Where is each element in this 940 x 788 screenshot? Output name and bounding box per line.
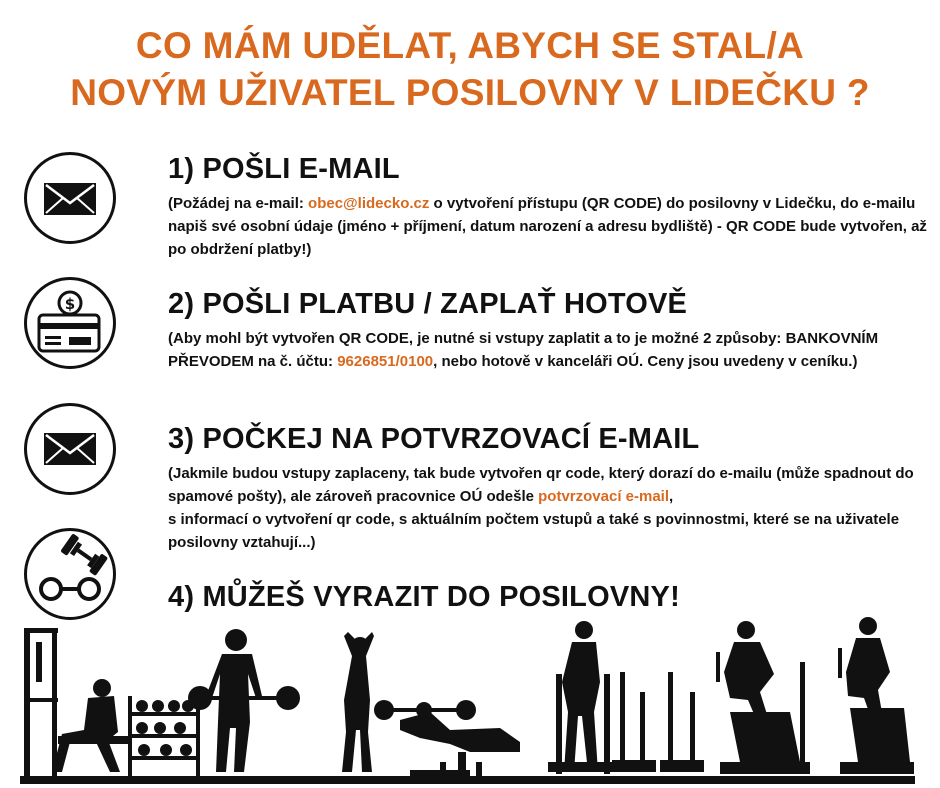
step-1-heading: 1) POŠLI E-MAIL xyxy=(168,153,400,185)
step-3-heading: 3) POČKEJ NA POTVRZOVACÍ E-MAIL xyxy=(168,423,700,455)
step-3-text: (Jakmile budou vstupy zaplaceny, tak bude vytvořen qr code, který dorazí do e-mailu (může spadnout do spamové pošty), ale zároveň pracovnice OÚ odešle potvrzovací e-mail, s informací o vytvoření qr code, s aktuálním počtem vstupů a také s povinnostmi, které se na uživatele posilovny vztahují...) xyxy=(168,465,914,551)
step-4-heading: 4) MŮŽEŠ VYRAZIT DO POSILOVNY! xyxy=(168,581,680,613)
page-title xyxy=(0,22,940,116)
step-1-text: (Požádej na e-mail: obec@lidecko.cz o vytvoření přístupu (QR CODE) do posilovny v Lidečku, do e-mailu napiš své osobní údaje (jméno + příjmení, datum narození a adresu bydliště) - QR CODE bude vytvořen, až po obdržení platby!) xyxy=(168,195,927,258)
email-link[interactable]: obec@lidecko.cz xyxy=(308,195,430,212)
step-2-text: (Aby mohl být vytvořen QR CODE, je nutné si vstupy zaplatit a to je možné 2 způsoby: BANKOVNÍM PŘEVODEM na č. účtu: 9626851/0100, nebo hotově v kanceláři OÚ. Ceny jsou uvedeny v ceníku.) xyxy=(168,330,879,370)
confirmation-email-highlight: potvrzovací e-mail xyxy=(538,488,670,505)
gym-silhouette-illustration xyxy=(0,612,940,788)
title-line-1: CO MÁM UDĚLAT, ABYCH SE STAL/A xyxy=(135,25,805,66)
step-2 xyxy=(168,287,928,373)
payment-card-icon xyxy=(24,277,116,369)
title-line-2: NOVÝM UŽIVATEL POSILOVNY V LIDEČKU ? xyxy=(70,72,870,113)
step-3 xyxy=(168,422,928,554)
envelope-icon xyxy=(24,152,116,244)
envelope-icon xyxy=(24,403,116,495)
dumbbells-icon xyxy=(24,528,116,620)
step-4 xyxy=(168,580,928,614)
step-2-heading: 2) POŠLI PLATBU / ZAPLAŤ HOTOVĚ xyxy=(168,288,688,320)
step-1 xyxy=(168,152,928,261)
account-number: 9626851/0100 xyxy=(337,353,434,370)
svg-text:$: $ xyxy=(64,295,76,313)
